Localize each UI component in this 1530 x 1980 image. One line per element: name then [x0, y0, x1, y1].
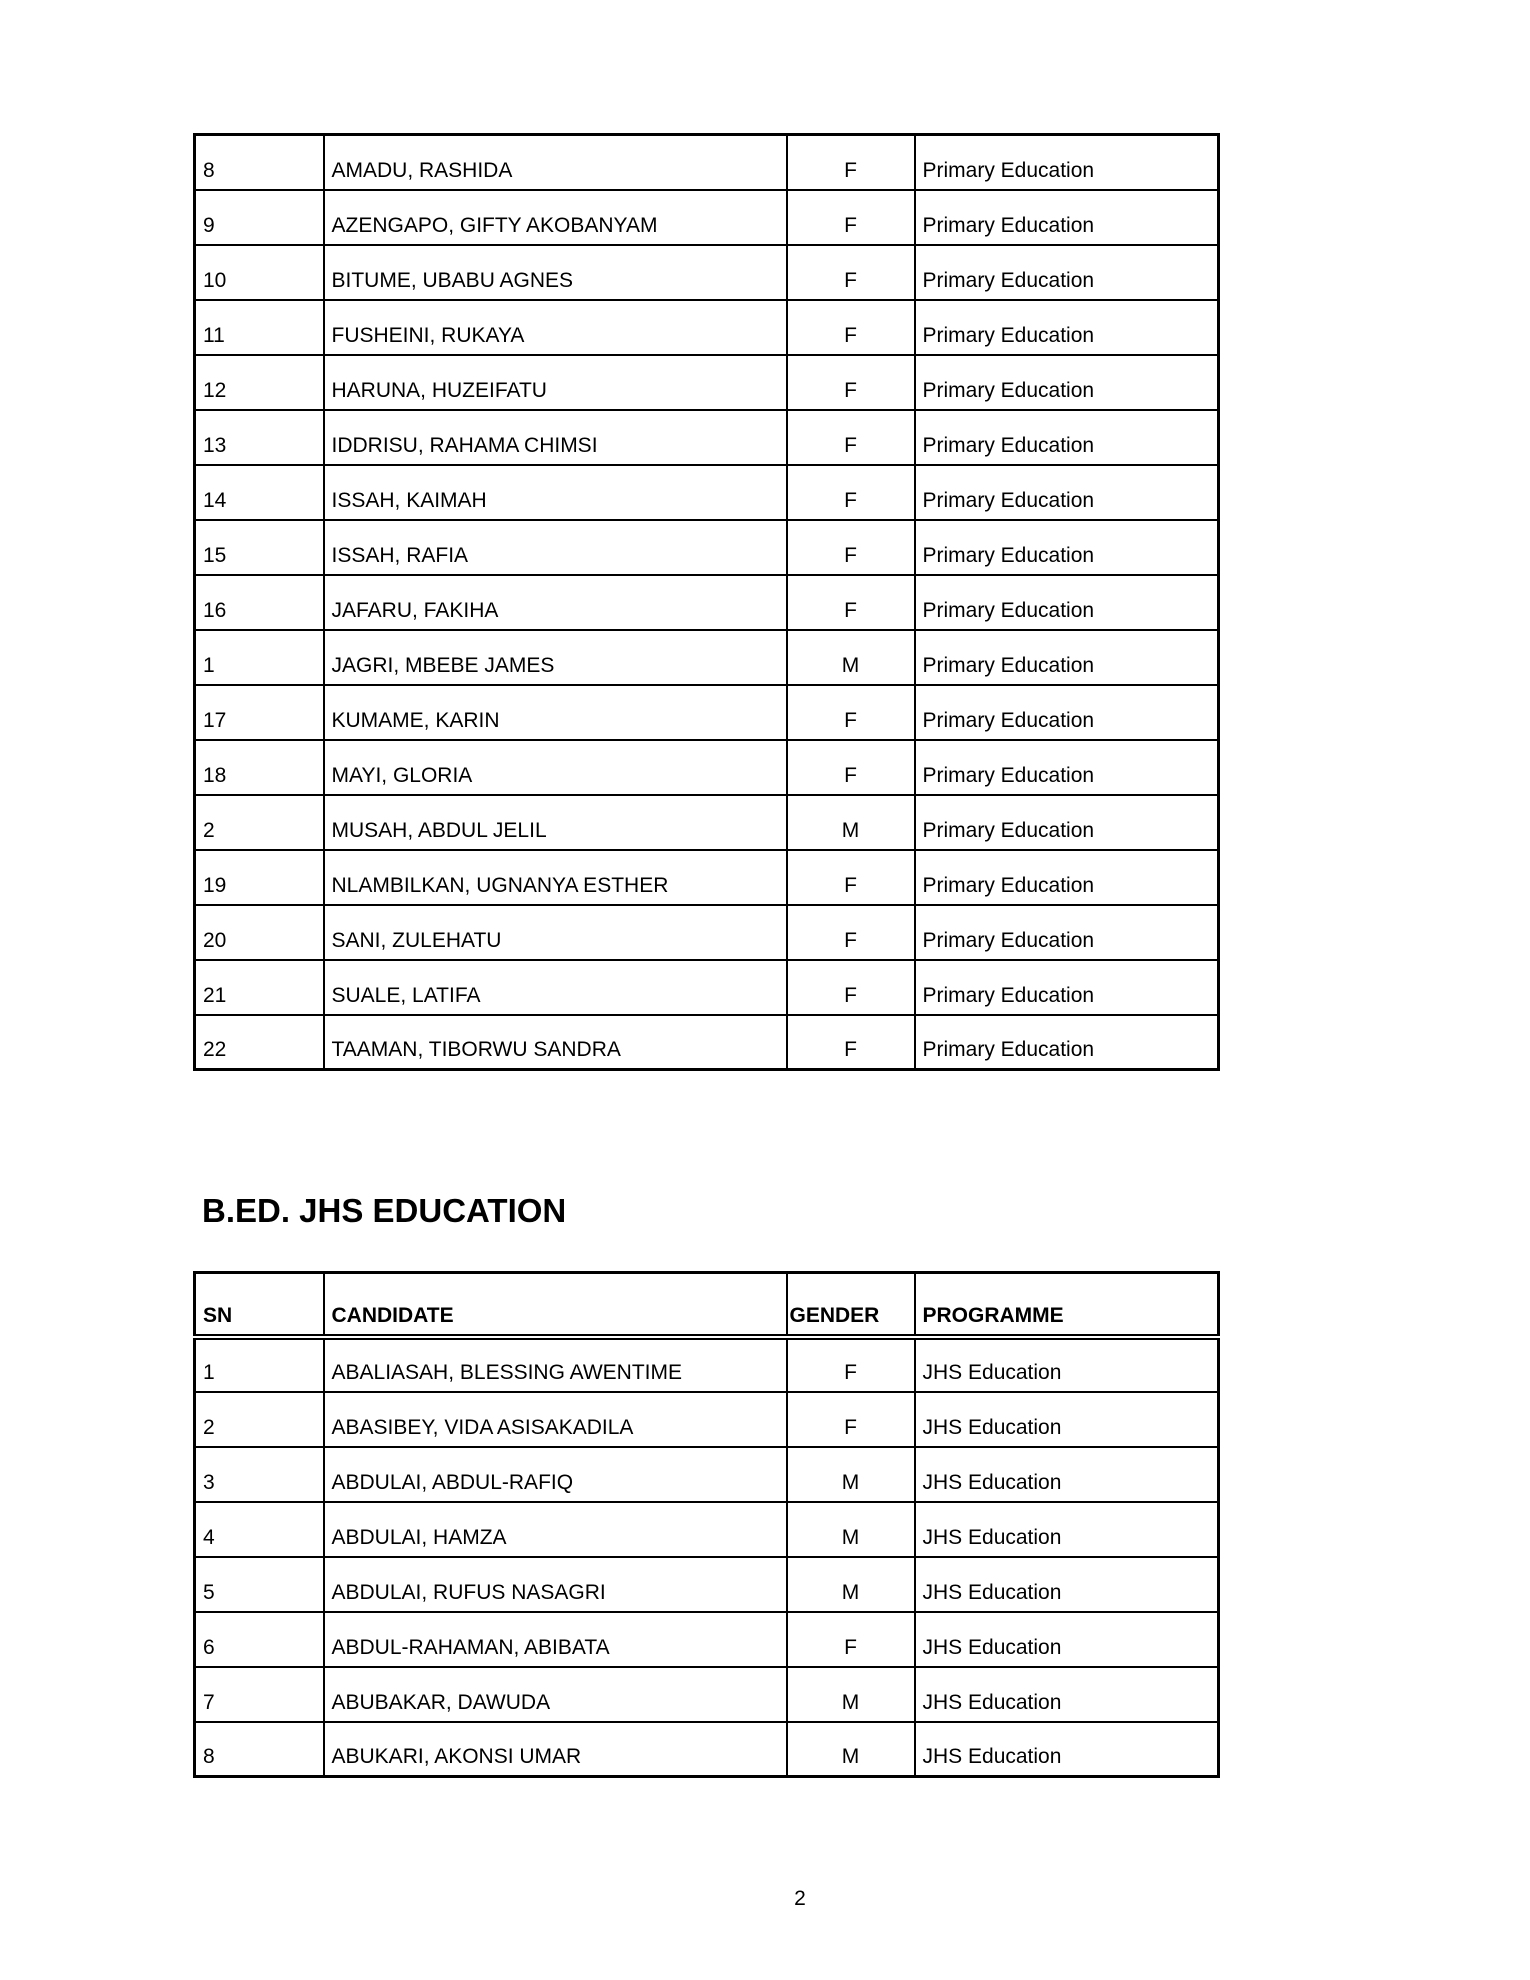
gender-cell: F	[787, 300, 915, 355]
candidate-column-header: CANDIDATE	[324, 1273, 787, 1337]
programme-column-header: PROGRAMME	[915, 1273, 1219, 1337]
gender-cell: F	[787, 465, 915, 520]
programme-cell: Primary Education	[915, 630, 1219, 685]
gender-column-header: GENDER	[787, 1273, 915, 1337]
gender-cell: F	[787, 1015, 915, 1070]
table-row	[195, 905, 1219, 960]
table-row	[195, 300, 1219, 355]
candidate-cell: SANI, ZULEHATU	[324, 905, 787, 960]
primary-education-table-body	[195, 135, 1219, 1070]
candidate-cell: SUALE, LATIFA	[324, 960, 787, 1015]
sn-cell: 13	[195, 410, 324, 465]
candidate-cell: TAAMAN, TIBORWU SANDRA	[324, 1015, 787, 1070]
sn-cell: 20	[195, 905, 324, 960]
sn-cell: 11	[195, 300, 324, 355]
table-row	[195, 1015, 1219, 1070]
sn-cell: 4	[195, 1502, 324, 1557]
candidate-cell: AMADU, RASHIDA	[324, 135, 787, 190]
programme-cell: Primary Education	[915, 190, 1219, 245]
gender-cell: M	[787, 1722, 915, 1777]
programme-cell: JHS Education	[915, 1337, 1219, 1392]
programme-cell: Primary Education	[915, 960, 1219, 1015]
table-row	[195, 685, 1219, 740]
candidate-cell: ABDULAI, ABDUL-RAFIQ	[324, 1447, 787, 1502]
sn-cell: 15	[195, 520, 324, 575]
programme-cell: JHS Education	[915, 1502, 1219, 1557]
programme-cell: Primary Education	[915, 685, 1219, 740]
sn-cell: 21	[195, 960, 324, 1015]
table-row	[195, 795, 1219, 850]
gender-cell: M	[787, 1557, 915, 1612]
candidate-cell: AZENGAPO, GIFTY AKOBANYAM	[324, 190, 787, 245]
table-row	[195, 850, 1219, 905]
sn-cell: 8	[195, 1722, 324, 1777]
candidate-cell: FUSHEINI, RUKAYA	[324, 300, 787, 355]
sn-cell: 12	[195, 355, 324, 410]
candidate-cell: HARUNA, HUZEIFATU	[324, 355, 787, 410]
candidate-cell: ABALIASAH, BLESSING AWENTIME	[324, 1337, 787, 1392]
programme-cell: Primary Education	[915, 410, 1219, 465]
gender-cell: F	[787, 575, 915, 630]
gender-cell: F	[787, 190, 915, 245]
gender-cell: F	[787, 850, 915, 905]
table-row	[195, 1667, 1219, 1722]
table-row	[195, 1612, 1219, 1667]
table-row	[195, 740, 1219, 795]
candidate-cell: JAFARU, FAKIHA	[324, 575, 787, 630]
programme-cell: Primary Education	[915, 355, 1219, 410]
section-heading: B.ED. JHS EDUCATION	[202, 1192, 567, 1229]
programme-cell: Primary Education	[915, 1015, 1219, 1070]
jhs-education-table	[193, 1271, 1220, 1778]
programme-cell: JHS Education	[915, 1612, 1219, 1667]
gender-cell: F	[787, 410, 915, 465]
candidate-cell: MAYI, GLORIA	[324, 740, 787, 795]
table-row	[195, 135, 1219, 190]
sn-cell: 5	[195, 1557, 324, 1612]
programme-cell: Primary Education	[915, 300, 1219, 355]
gender-cell: M	[787, 795, 915, 850]
candidate-cell: ABDULAI, HAMZA	[324, 1502, 787, 1557]
sn-cell: 18	[195, 740, 324, 795]
gender-cell: F	[787, 355, 915, 410]
candidate-cell: ABASIBEY, VIDA ASISAKADILA	[324, 1392, 787, 1447]
table-row	[195, 1337, 1219, 1392]
sn-cell: 3	[195, 1447, 324, 1502]
candidate-cell: ISSAH, RAFIA	[324, 520, 787, 575]
table-row	[195, 190, 1219, 245]
programme-cell: Primary Education	[915, 575, 1219, 630]
table-row	[195, 575, 1219, 630]
candidate-cell: NLAMBILKAN, UGNANYA ESTHER	[324, 850, 787, 905]
sn-cell: 1	[195, 630, 324, 685]
gender-cell: F	[787, 1337, 915, 1392]
programme-cell: Primary Education	[915, 905, 1219, 960]
programme-cell: Primary Education	[915, 245, 1219, 300]
programme-cell: JHS Education	[915, 1447, 1219, 1502]
gender-cell: F	[787, 960, 915, 1015]
candidate-cell: ABUBAKAR, DAWUDA	[324, 1667, 787, 1722]
candidate-cell: ABDULAI, RUFUS NASAGRI	[324, 1557, 787, 1612]
candidate-cell: KUMAME, KARIN	[324, 685, 787, 740]
table-header-row	[195, 1273, 1219, 1337]
sn-cell: 17	[195, 685, 324, 740]
table-row	[195, 1447, 1219, 1502]
sn-cell: 2	[195, 1392, 324, 1447]
gender-cell: M	[787, 1502, 915, 1557]
table-row	[195, 465, 1219, 520]
gender-cell: M	[787, 1447, 915, 1502]
gender-cell: M	[787, 630, 915, 685]
programme-cell: JHS Education	[915, 1392, 1219, 1447]
page-number: 2	[794, 1887, 806, 1910]
sn-cell: 6	[195, 1612, 324, 1667]
sn-column-header: SN	[195, 1273, 324, 1337]
programme-cell: Primary Education	[915, 740, 1219, 795]
candidate-cell: ABDUL-RAHAMAN, ABIBATA	[324, 1612, 787, 1667]
sn-cell: 2	[195, 795, 324, 850]
sn-cell: 14	[195, 465, 324, 520]
programme-cell: Primary Education	[915, 795, 1219, 850]
programme-cell: Primary Education	[915, 465, 1219, 520]
programme-cell: Primary Education	[915, 135, 1219, 190]
gender-cell: F	[787, 520, 915, 575]
gender-cell: F	[787, 1612, 915, 1667]
programme-cell: JHS Education	[915, 1557, 1219, 1612]
table-row	[195, 1722, 1219, 1777]
table-row	[195, 1502, 1219, 1557]
gender-cell: F	[787, 135, 915, 190]
sn-cell: 1	[195, 1337, 324, 1392]
sn-cell: 10	[195, 245, 324, 300]
candidate-cell: ABUKARI, AKONSI UMAR	[324, 1722, 787, 1777]
candidate-cell: MUSAH, ABDUL JELIL	[324, 795, 787, 850]
gender-cell: F	[787, 1392, 915, 1447]
programme-cell: JHS Education	[915, 1667, 1219, 1722]
candidate-cell: ISSAH, KAIMAH	[324, 465, 787, 520]
table-row	[195, 1557, 1219, 1612]
candidate-cell: JAGRI, MBEBE JAMES	[324, 630, 787, 685]
gender-cell: F	[787, 245, 915, 300]
table-row	[195, 630, 1219, 685]
candidate-cell: IDDRISU, RAHAMA CHIMSI	[324, 410, 787, 465]
table-row	[195, 245, 1219, 300]
table-row	[195, 960, 1219, 1015]
table-row	[195, 355, 1219, 410]
candidate-cell: BITUME, UBABU AGNES	[324, 245, 787, 300]
primary-education-table	[193, 133, 1220, 1071]
gender-cell: F	[787, 905, 915, 960]
jhs-education-table-body	[195, 1337, 1219, 1777]
programme-cell: Primary Education	[915, 520, 1219, 575]
sn-cell: 19	[195, 850, 324, 905]
gender-cell: F	[787, 685, 915, 740]
sn-cell: 7	[195, 1667, 324, 1722]
sn-cell: 8	[195, 135, 324, 190]
programme-cell: JHS Education	[915, 1722, 1219, 1777]
table-row	[195, 520, 1219, 575]
sn-cell: 16	[195, 575, 324, 630]
gender-cell: M	[787, 1667, 915, 1722]
programme-cell: Primary Education	[915, 850, 1219, 905]
sn-cell: 22	[195, 1015, 324, 1070]
sn-cell: 9	[195, 190, 324, 245]
gender-cell: F	[787, 740, 915, 795]
table-row	[195, 410, 1219, 465]
table-row	[195, 1392, 1219, 1447]
